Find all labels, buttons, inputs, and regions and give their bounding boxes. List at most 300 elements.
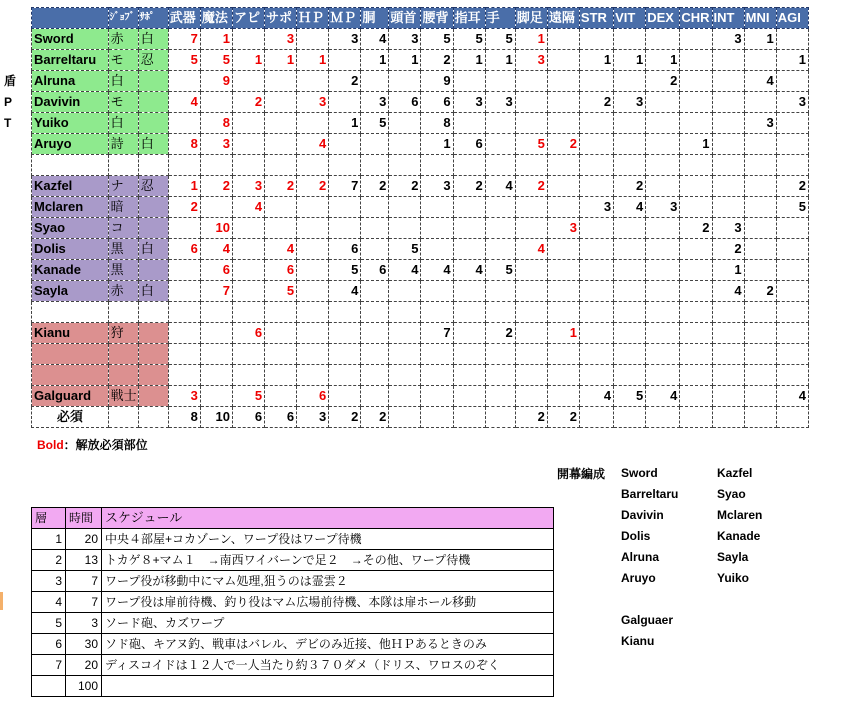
stat-cell: [614, 134, 646, 155]
header-cell: ｻﾎﾟ: [138, 8, 168, 29]
time-cell: 7: [66, 571, 102, 592]
stat-cell: 2: [265, 176, 297, 197]
stat-cell: 1: [453, 50, 485, 71]
floor-cell: 6: [32, 634, 66, 655]
member-row: [32, 71, 809, 92]
stat-cell: 5: [232, 386, 264, 407]
stat-cell: [297, 71, 329, 92]
stat-cell: [485, 239, 515, 260]
stat-cell: 5: [200, 50, 232, 71]
formation-member: Kazfel: [717, 466, 753, 480]
stat-cell: [614, 281, 646, 302]
stat-cell: 2: [680, 218, 712, 239]
stat-cell: [329, 344, 361, 365]
required-cell: [453, 407, 485, 428]
required-cell: [614, 407, 646, 428]
stat-cell: [453, 365, 485, 386]
stat-cell: [232, 134, 264, 155]
stat-cell: [515, 218, 547, 239]
stat-cell: [265, 113, 297, 134]
stat-cell: 6: [453, 134, 485, 155]
member-name: Syao: [32, 218, 109, 239]
empty-cell: [389, 302, 421, 323]
member-row: [32, 197, 809, 218]
empty-cell: [232, 302, 264, 323]
stat-cell: [361, 344, 389, 365]
legend: [37, 436, 148, 453]
stat-cell: [361, 281, 389, 302]
header-cell: DEX: [646, 8, 680, 29]
stat-cell: 1: [579, 50, 613, 71]
stat-cell: [680, 323, 712, 344]
stat-cell: 1: [329, 113, 361, 134]
stat-cell: 5: [776, 197, 808, 218]
header-cell: ｼﾞｮﾌﾞ: [108, 8, 138, 29]
stat-cell: [168, 344, 200, 365]
stat-cell: [421, 365, 453, 386]
header-cell: ＨＰ: [297, 8, 329, 29]
stat-cell: [680, 113, 712, 134]
stat-cell: [712, 323, 744, 344]
stat-cell: [744, 344, 776, 365]
stat-cell: 2: [389, 176, 421, 197]
stat-cell: 3: [515, 50, 547, 71]
stat-cell: [547, 113, 579, 134]
stat-cell: [712, 113, 744, 134]
stat-cell: [168, 281, 200, 302]
header-cell: サポ: [265, 8, 297, 29]
stat-cell: [361, 323, 389, 344]
support-job-cell: [138, 365, 168, 386]
stat-cell: [329, 134, 361, 155]
stat-cell: [680, 197, 712, 218]
member-row: [32, 386, 809, 407]
stat-cell: [453, 239, 485, 260]
stat-cell: [389, 197, 421, 218]
header-cell: 腰背: [421, 8, 453, 29]
stat-cell: 3: [776, 92, 808, 113]
formation-member: Sayla: [717, 550, 749, 564]
stat-cell: 3: [547, 218, 579, 239]
stat-cell: 4: [168, 92, 200, 113]
stat-cell: [680, 281, 712, 302]
empty-cell: [329, 155, 361, 176]
floor-cell: 7: [32, 655, 66, 676]
stat-cell: 2: [329, 71, 361, 92]
legend-text: ：解放必須部位: [63, 438, 148, 452]
stat-cell: 6: [168, 239, 200, 260]
member-row: [32, 323, 809, 344]
stat-cell: [776, 29, 808, 50]
stat-cell: [297, 365, 329, 386]
stat-cell: [265, 197, 297, 218]
stat-cell: [329, 197, 361, 218]
stat-cell: [776, 344, 808, 365]
schedule-table: [31, 507, 554, 697]
header-cell: INT: [712, 8, 744, 29]
header-cell: 頭首: [389, 8, 421, 29]
job-cell: コ: [108, 218, 138, 239]
required-cell: [421, 407, 453, 428]
empty-cell: [329, 302, 361, 323]
stat-cell: [453, 113, 485, 134]
required-cell: 8: [168, 407, 200, 428]
stat-cell: [389, 344, 421, 365]
member-row: [32, 260, 809, 281]
empty-cell: [547, 302, 579, 323]
stat-cell: [297, 344, 329, 365]
stat-cell: 5: [453, 29, 485, 50]
stat-cell: [453, 197, 485, 218]
schedule-header-cell: 時間: [66, 508, 102, 529]
stat-cell: [515, 344, 547, 365]
stat-cell: [776, 323, 808, 344]
stat-cell: [515, 113, 547, 134]
stat-cell: [744, 176, 776, 197]
empty-cell: [168, 302, 200, 323]
stat-cell: [265, 365, 297, 386]
empty-cell: [32, 302, 109, 323]
support-job-cell: [138, 113, 168, 134]
formation-member: Davivin: [621, 508, 664, 522]
member-name: Kazfel: [32, 176, 109, 197]
formation-column-2: [717, 463, 762, 589]
stat-cell: 3: [297, 92, 329, 113]
required-cell: [579, 407, 613, 428]
stat-cell: 3: [232, 176, 264, 197]
stat-cell: 3: [389, 29, 421, 50]
stat-cell: 1: [680, 134, 712, 155]
member-row: [32, 344, 809, 365]
stat-cell: 7: [329, 176, 361, 197]
stat-cell: [744, 365, 776, 386]
stat-cell: [232, 239, 264, 260]
stat-cell: [453, 71, 485, 92]
stat-cell: [515, 386, 547, 407]
stat-cell: [646, 281, 680, 302]
plan-cell: ディスコイドは１２人で一人当たり約３７０ダメ（ドリス、ワロスのぞく: [102, 655, 554, 676]
stat-cell: [297, 197, 329, 218]
member-name: Barreltaru: [32, 50, 109, 71]
stat-cell: 3: [712, 218, 744, 239]
header-cell: STR: [579, 8, 613, 29]
stat-cell: 8: [200, 113, 232, 134]
stat-cell: [547, 344, 579, 365]
formation-member: Mclaren: [717, 508, 763, 522]
stat-cell: 1: [168, 176, 200, 197]
stat-cell: [646, 134, 680, 155]
empty-cell: [168, 155, 200, 176]
support-job-cell: 忍: [138, 176, 168, 197]
stat-cell: 2: [515, 176, 547, 197]
stat-cell: [547, 365, 579, 386]
stat-cell: 4: [453, 260, 485, 281]
empty-cell: [646, 302, 680, 323]
job-cell: 戦士: [108, 386, 138, 407]
stat-cell: [361, 197, 389, 218]
header-cell: AGI: [776, 8, 808, 29]
stat-cell: [646, 239, 680, 260]
stat-cell: 2: [744, 281, 776, 302]
stat-cell: [168, 260, 200, 281]
header-cell: 手: [485, 8, 515, 29]
header-cell: アピ: [232, 8, 264, 29]
stat-cell: [776, 281, 808, 302]
schedule-row: [32, 529, 554, 550]
stat-cell: [744, 260, 776, 281]
time-cell: 7: [66, 592, 102, 613]
stat-cell: [297, 323, 329, 344]
stat-cell: [421, 281, 453, 302]
job-cell: [108, 344, 138, 365]
member-name: Yuiko: [32, 113, 109, 134]
header-cell: 遠隔: [547, 8, 579, 29]
stat-cell: [200, 92, 232, 113]
stat-cell: 4: [265, 239, 297, 260]
formation-member: Dolis: [621, 529, 651, 543]
member-row: [32, 176, 809, 197]
stat-cell: [297, 218, 329, 239]
header-cell: [32, 8, 109, 29]
time-cell: 3: [66, 613, 102, 634]
stat-cell: 9: [421, 71, 453, 92]
stat-cell: [614, 239, 646, 260]
stat-cell: [232, 113, 264, 134]
empty-cell: [265, 155, 297, 176]
time-cell: 100: [66, 676, 102, 697]
schedule-row: [32, 676, 554, 697]
stat-cell: [547, 239, 579, 260]
empty-cell: [744, 302, 776, 323]
stat-cell: 5: [485, 29, 515, 50]
job-cell: 黒: [108, 239, 138, 260]
stat-cell: 4: [776, 386, 808, 407]
required-cell: [680, 407, 712, 428]
empty-cell: [646, 155, 680, 176]
stat-cell: [680, 365, 712, 386]
stat-cell: 4: [614, 197, 646, 218]
empty-cell: [680, 302, 712, 323]
stat-cell: 2: [421, 50, 453, 71]
stat-cell: [515, 260, 547, 281]
stat-cell: 10: [200, 218, 232, 239]
stat-cell: 4: [579, 386, 613, 407]
schedule-header-row: [32, 508, 554, 529]
stat-cell: [547, 29, 579, 50]
required-cell: [646, 407, 680, 428]
required-cell: [389, 407, 421, 428]
plan-cell: [102, 676, 554, 697]
support-job-cell: 忍: [138, 50, 168, 71]
stat-cell: 7: [168, 29, 200, 50]
floor-cell: 3: [32, 571, 66, 592]
member-name: Aruyo: [32, 134, 109, 155]
required-cell: 6: [265, 407, 297, 428]
floor-cell: 5: [32, 613, 66, 634]
stat-cell: [297, 113, 329, 134]
stat-cell: [389, 323, 421, 344]
stat-cell: [646, 29, 680, 50]
support-job-cell: [138, 218, 168, 239]
stat-cell: [200, 323, 232, 344]
stat-cell: 4: [200, 239, 232, 260]
required-cell: 2: [547, 407, 579, 428]
stat-cell: 5: [515, 134, 547, 155]
stat-cell: [485, 281, 515, 302]
stat-cell: 3: [421, 176, 453, 197]
stat-cell: [168, 323, 200, 344]
empty-cell: [614, 302, 646, 323]
stat-cell: [744, 323, 776, 344]
job-cell: 赤: [108, 29, 138, 50]
stat-cell: 4: [515, 239, 547, 260]
stat-cell: 1: [297, 50, 329, 71]
stat-cell: 4: [744, 71, 776, 92]
floor-cell: [32, 676, 66, 697]
stat-cell: [265, 323, 297, 344]
stat-cell: 3: [453, 92, 485, 113]
stat-cell: [776, 71, 808, 92]
stat-cell: 6: [389, 92, 421, 113]
stat-cell: [712, 134, 744, 155]
stat-cell: [232, 71, 264, 92]
stat-cell: [776, 260, 808, 281]
required-cell: 2: [361, 407, 389, 428]
stat-cell: [389, 386, 421, 407]
stat-cell: [680, 71, 712, 92]
job-cell: モ: [108, 92, 138, 113]
stat-cell: 4: [361, 29, 389, 50]
stat-cell: [646, 218, 680, 239]
stat-cell: [329, 218, 361, 239]
stat-cell: [329, 92, 361, 113]
stat-cell: 4: [232, 197, 264, 218]
stat-cell: [646, 113, 680, 134]
stat-cell: 4: [297, 134, 329, 155]
stat-cell: [712, 365, 744, 386]
header-cell: 武器: [168, 8, 200, 29]
job-cell: 詩: [108, 134, 138, 155]
stat-cell: 1: [614, 50, 646, 71]
stat-cell: [614, 323, 646, 344]
stat-cell: [614, 71, 646, 92]
empty-cell: [421, 155, 453, 176]
stat-cell: [389, 218, 421, 239]
stat-cell: 7: [200, 281, 232, 302]
stat-cell: [168, 365, 200, 386]
stat-cell: [168, 113, 200, 134]
time-cell: 20: [66, 655, 102, 676]
empty-cell: [485, 155, 515, 176]
stat-cell: [485, 71, 515, 92]
plan-cell: 中央４部屋+コカゾーン、ワープ役はワープ待機: [102, 529, 554, 550]
stat-cell: [579, 365, 613, 386]
schedule-row: [32, 550, 554, 571]
required-cell: [744, 407, 776, 428]
member-row: [32, 218, 809, 239]
stat-cell: 2: [776, 176, 808, 197]
header-row: [32, 8, 809, 29]
stat-cell: [712, 71, 744, 92]
stat-cell: [614, 365, 646, 386]
member-row: [32, 92, 809, 113]
stat-cell: [515, 92, 547, 113]
stat-cell: [744, 197, 776, 218]
stat-cell: 1: [646, 50, 680, 71]
formation-member: Kanade: [717, 529, 761, 543]
stat-cell: [579, 218, 613, 239]
stat-cell: [614, 260, 646, 281]
empty-cell: [108, 302, 138, 323]
stat-cell: [579, 239, 613, 260]
stat-cell: 2: [200, 176, 232, 197]
stat-cell: 4: [712, 281, 744, 302]
stat-cell: [485, 218, 515, 239]
formation-member: Aruyo: [621, 571, 656, 585]
member-name: [32, 344, 109, 365]
stat-cell: [776, 218, 808, 239]
support-job-cell: [138, 92, 168, 113]
empty-cell: [453, 155, 485, 176]
stat-cell: 1: [547, 323, 579, 344]
stat-cell: [265, 218, 297, 239]
stat-cell: 2: [453, 176, 485, 197]
stat-cell: [515, 197, 547, 218]
formation-member: [621, 589, 678, 610]
stat-cell: [579, 323, 613, 344]
empty-cell: [361, 155, 389, 176]
member-row: [32, 239, 809, 260]
floor-cell: 2: [32, 550, 66, 571]
required-label: 必須: [32, 407, 109, 428]
stat-cell: [744, 134, 776, 155]
stat-cell: [579, 71, 613, 92]
stat-cell: [389, 365, 421, 386]
stat-cell: [361, 71, 389, 92]
stat-cell: 1: [361, 50, 389, 71]
stat-cell: 5: [389, 239, 421, 260]
header-cell: CHR: [680, 8, 712, 29]
stat-cell: [200, 197, 232, 218]
stat-cell: 5: [614, 386, 646, 407]
formation-member: Alruna: [621, 550, 660, 564]
stat-cell: [485, 344, 515, 365]
stat-cell: 2: [361, 176, 389, 197]
stat-cell: 8: [421, 113, 453, 134]
empty-cell: [32, 155, 109, 176]
header-cell: MNI: [744, 8, 776, 29]
stat-cell: [329, 323, 361, 344]
stat-cell: 3: [712, 29, 744, 50]
stat-cell: 1: [389, 50, 421, 71]
stat-cell: 3: [614, 92, 646, 113]
stat-cell: 2: [297, 176, 329, 197]
required-cell: [108, 407, 138, 428]
empty-cell: [232, 155, 264, 176]
formation-member: Syao: [717, 487, 746, 501]
stat-cell: 5: [329, 260, 361, 281]
stat-cell: 5: [485, 260, 515, 281]
stat-cell: 4: [389, 260, 421, 281]
floor-cell: 1: [32, 529, 66, 550]
schedule-header-cell: 層: [32, 508, 66, 529]
stat-cell: [168, 71, 200, 92]
empty-cell: [200, 155, 232, 176]
member-row: [32, 365, 809, 386]
empty-cell: [138, 302, 168, 323]
stat-cell: [712, 50, 744, 71]
empty-cell: [515, 155, 547, 176]
